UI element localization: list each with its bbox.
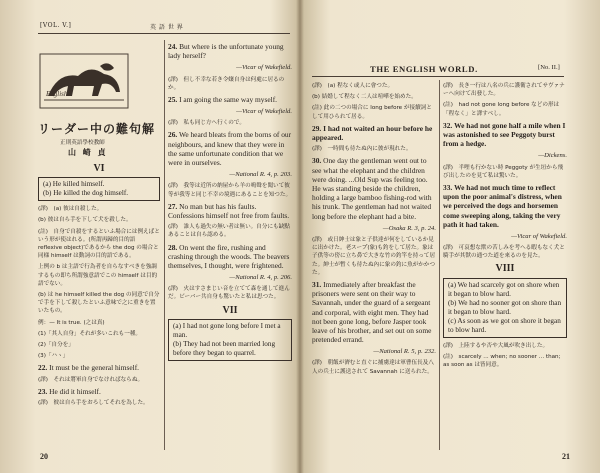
note-text: (1)「其人自身」それが多いこれも一種。: [38, 330, 142, 337]
box-label: (a): [448, 280, 456, 289]
translation-text: (譯) 私も同じ方へ行くので。: [168, 120, 245, 127]
left-column-1: [38, 160, 160, 410]
header-rule: [312, 76, 564, 77]
example-29: 29. I had not waited an hour before he appeared.: [312, 123, 433, 143]
column-divider: [164, 40, 165, 450]
example-24: 24. But where is the unfortunate young lady herself?: [168, 42, 284, 61]
translation-text: (譯) 半哩も行かない時 Peggoty が生垣から飛び出したのを見て私は驚いた。: [443, 164, 564, 179]
box-label: (a): [173, 321, 181, 330]
translation-text: (譯) 朝飯が濟むと直ぐに捕虜達は軍曹伍長及八人の兵士に護送されて Savannah に送られた。: [312, 360, 434, 375]
page-header-title: 英 語 世 界: [150, 24, 184, 31]
example-33: 33. We had not much time to reflect upon the poor animal's distress, when we perceived the dogs and horsemen come sweeping along, taking the very path it had taken.: [443, 182, 562, 229]
note-text: 例：— It is true. (之は真): [38, 319, 105, 326]
translation-text: (b) 彼は自ら手を下して犬を殺した。: [38, 217, 132, 224]
translation-text: (譯) 或日紳士は象と子供達が何をしているか見に出かけた。老スープ(象)も釣をして居た。象は子供等の傍に立ち鼻で大きな竹の釣竿を持って居た。紳士が暫くも待たぬ內に象の釣に魚がかかつた。: [312, 236, 436, 276]
box-sentence: I had not gone long before I met a man.: [173, 321, 281, 339]
example-23: 23. He did it himself.: [38, 386, 101, 396]
box-sentence: We had no sooner got on shore than it began to blow hard.: [448, 298, 562, 316]
example-box: [168, 319, 292, 361]
translation-text: (譯) (a) 程なく或人に會つた。: [312, 83, 394, 89]
author-name: 山 崎 貞: [68, 148, 108, 157]
author-affiliation: 正則英語學校教師: [60, 140, 105, 146]
section-number: VII: [222, 304, 238, 316]
box-sentence: As soon as we got on shore it began to blow hard.: [448, 316, 561, 334]
box-label: (c): [448, 316, 456, 325]
source-citation: —Vicar of Wakefield.: [511, 232, 567, 240]
note-text: (b) は he himself killed the dog の同意で自分で手を下して殺したといふ意味で之に重きを置いたもの。: [38, 291, 160, 315]
box-label: (a): [43, 180, 51, 189]
section-number: VIII: [495, 263, 515, 275]
example-22: 22. It must be the general himself.: [38, 363, 140, 373]
translation-text: (b) 結婚して程なく二人は喧嘩を始めた。: [312, 94, 417, 101]
page-number: 20: [40, 452, 48, 461]
source-citation: —Vicar of Wakefield.: [236, 64, 292, 72]
running-title: THE ENGLISH WORLD.: [370, 64, 478, 74]
note-text: (註) had not gone long before などの形は「程なく」と譯すべし。: [443, 102, 560, 117]
box-label: (b): [43, 189, 52, 198]
source-citation: —National R. 4, p. 206.: [229, 274, 292, 282]
translation-text: (譯) 我等は近所の納屋から羊の鳴聲を聞いて彼等が我等と同じ不幸の境遇にあることを知つた。: [168, 183, 292, 198]
note-text: (註) scarcely ... when; no sooner ... than; as soon as は皆同意。: [443, 353, 561, 368]
source-citation: —National R. 4, p. 203.: [229, 171, 292, 179]
example-28: 28. On went the fire, rushing and crashing through the woods. The beavers themselves, I thought, were frightened.: [168, 242, 290, 270]
translation-text: (譯) (a) 彼は自殺した。: [38, 206, 103, 213]
note-text: (註) 自身で自殺をするといふ場合には例えばという形が使はれる。(所謂再歸的目的語 reflexive object)であるから the dog の場合と同様 himself は動詞の目的語である。: [38, 228, 160, 260]
example-26: 26. We heard bleats from the borns of our neighbours, and knew that they were in the same unfortunate condition that we were in ourselves.: [168, 130, 292, 168]
example-box: [38, 177, 160, 201]
section-title: リーダー中の難句解: [38, 122, 156, 136]
example-30: 30. One day the gentleman went out to see what the elephant and the children were doing. ...Old Sup was feeling too. He was standing beside the children, holding a large bamboo fishing-rod with his trunk. The gentleman had not waited long before the elephant had a bite.: [312, 156, 432, 221]
box-label: (b): [173, 339, 182, 348]
issue-number: [No. II.]: [538, 64, 560, 71]
right-column-2: [443, 82, 567, 372]
page-number: 21: [562, 452, 570, 461]
volume-header: [VOL. V.]: [40, 22, 72, 29]
translation-text: (譯) 可哀想な獣の苦しみを考へる暇もなく犬と騎手が其獣の通つた道を來るのを見た。: [443, 245, 565, 260]
box-sentence: He killed the dog himself.: [53, 189, 129, 198]
note-text: (2)「自分を」: [38, 341, 74, 348]
note-text: (3)「ハヽ」: [38, 353, 69, 360]
note-text: (註) 此の二つの場合に long before が接續詞として用ひられて居る。: [312, 105, 432, 120]
right-column-1: [312, 82, 436, 379]
section-number: VI: [93, 163, 105, 174]
column-divider: [439, 80, 440, 450]
box-sentence: He killed himself.: [52, 180, 105, 189]
source-citation: —Vicar of Wakefield.: [236, 108, 292, 116]
box-label: (b): [448, 298, 457, 307]
translation-text: (譯) 上陸するや否や大風が吹き出した。: [443, 342, 549, 349]
example-box: [443, 278, 567, 338]
translation-text: (譯) 一時間も待たぬ內に彼が現れた。: [312, 146, 412, 153]
example-25: 25. I am going the same way myself.: [168, 94, 278, 104]
source-citation: —Osaka R. 3, p. 24.: [382, 224, 436, 232]
header-rule: [38, 33, 290, 34]
logo-caption: English: [46, 90, 68, 98]
box-sentence: They had not been married long before they began to quarrel.: [173, 339, 276, 357]
lion-logo-icon: [38, 52, 130, 110]
translation-text: (譯) それは將軍自身でなければならぬ。: [38, 376, 144, 383]
translation-text: (譯) 但し不幸な若き令嬢自身は何處に居るのか。: [168, 76, 285, 91]
translation-text: (譯) 長き一行は八名の兵に護衛されてサヴァナーへ向けて出發した。: [443, 83, 565, 98]
example-32: 32. We had not gone half a mile when I was astonished to see Peggoty burst from a hedge.: [443, 120, 566, 149]
source-citation: —National R. 5, p. 232.: [373, 348, 436, 356]
translation-text: (譯) 火はすさまじい音を立てて森を通して進んだ。ビーバー共自身も驚いたと私は思つた。: [168, 286, 290, 301]
source-citation: —Dickens.: [538, 152, 567, 160]
box-sentence: We had scarcely got on shore when it began to blow hard.: [448, 280, 560, 298]
note-text: 上例の b は主語で行為者を自らなすべきを強調するもの即ち所謂強意語でこの himself は目的語でない。: [38, 264, 158, 287]
example-31: 31. Immediately after breakfast the prisoners were sent on their way to Savannah, under the guard of a sergeant and corporal, with eight men. They had not been gone long, before Jasper took leave of his brother, and set out on some pretended errand.: [312, 279, 432, 345]
right-page: [300, 0, 600, 473]
example-27: 27. No man but has his faults. Confessions himself not free from faults.: [168, 201, 290, 220]
translation-text: (譯) 誰人も過失の無い者は無い。自分にも缺點あることは自ら認める。: [168, 224, 290, 239]
translation-text: (譯) 彼は自ら手をおろしてそれを為した。: [38, 399, 149, 406]
left-column-2: [168, 42, 292, 365]
